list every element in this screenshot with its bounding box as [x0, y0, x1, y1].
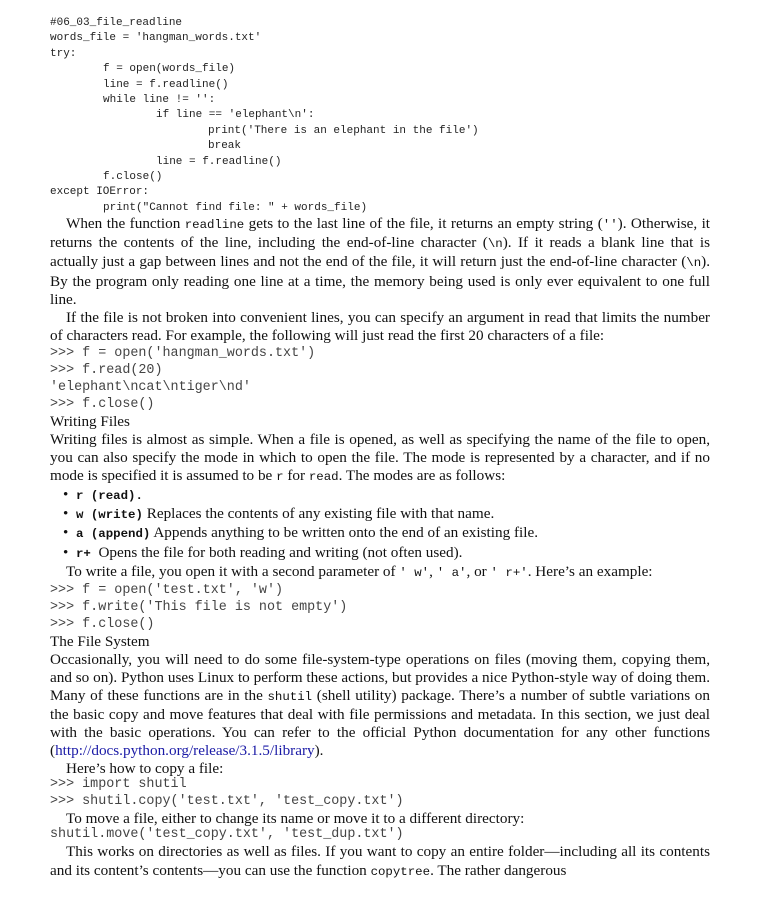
- list-item: [63, 505, 710, 524]
- code-line: >>> f.write('This file is not empty'): [50, 599, 348, 615]
- text: ,: [429, 562, 437, 580]
- inline-code: \n: [686, 256, 702, 271]
- mode-desc: Opens the file for both reading and writing (not often used).: [90, 543, 463, 561]
- code-line: except IOError:: [50, 186, 150, 199]
- text: gets to the last line of the file, it returns an empty string (: [244, 215, 603, 233]
- code-copy-example: [50, 776, 710, 810]
- code-line: print('There is an elephant in the file'): [208, 124, 479, 137]
- code-line: if line == 'elephant\n':: [156, 109, 315, 122]
- code-line: f.close(): [103, 171, 163, 184]
- code-line: >>> import shutil: [50, 777, 187, 793]
- mode-code: r+: [76, 546, 91, 561]
- paragraph-writing: [50, 431, 710, 486]
- paragraph-write-intro: [50, 563, 710, 582]
- python-docs-link[interactable]: http://docs.python.org/release/3.1.5/library: [55, 742, 315, 760]
- text: Writing files is almost as simple. When a file is opened, as well as specifying the name of the file to open, you can also specify the mode in which to open the file. The mode is represented by a character, and if no mode is specified it is assumed to be: [50, 430, 710, 485]
- code-read-example: [50, 345, 710, 413]
- code-line: >>> f.close(): [50, 616, 155, 632]
- text: ). If it reads a blank line that is actually just a gap between lines and not the end of the file, it will return just the end-of-line character (: [50, 234, 710, 271]
- code-line: print("Cannot find file: " + words_file): [103, 201, 368, 214]
- list-item: [63, 486, 710, 505]
- text: To write a file, you open it with a second parameter of: [66, 562, 400, 580]
- text: for: [283, 467, 309, 485]
- mode-code: w (write): [76, 508, 143, 523]
- inline-code: ' a': [436, 565, 467, 580]
- text: ).: [314, 742, 324, 760]
- text: . Here’s an example:: [527, 562, 653, 580]
- heading-file-system: The File System: [50, 632, 150, 650]
- code-line: >>> f = open('test.txt', 'w'): [50, 582, 284, 598]
- inline-code: read: [308, 470, 339, 485]
- code-line: break: [208, 140, 242, 153]
- code-line: >>> f = open('hangman_words.txt'): [50, 345, 316, 361]
- text: . The rather dangerous: [430, 861, 567, 879]
- code-line: #06_03_file_readline: [50, 17, 183, 29]
- code-line: >>> f.read(20): [50, 362, 163, 378]
- inline-code: \n: [487, 237, 503, 252]
- code-line: 'elephant\ncat\ntiger\nd': [50, 379, 251, 395]
- paragraph-directories: [50, 843, 710, 880]
- code-move-example: [50, 826, 710, 843]
- text: When the function: [66, 215, 185, 233]
- text: ). Otherwise, it returns the contents of the line, including the end-of-line character (: [50, 215, 711, 252]
- code-line: line = f.readline(): [156, 155, 282, 168]
- text: This works on directories as well as files. If you want to copy an entire folder—including all its contents and its content’s contents—you can use the function: [50, 843, 710, 879]
- paragraph-readline: [50, 215, 710, 308]
- paragraph-file-system: [50, 651, 710, 761]
- text: . The modes are as follows:: [338, 467, 506, 485]
- code-line: f = open(words_file): [103, 63, 236, 76]
- text: (shell utility) package. There’s a number of subtle variations on the basic copy and move features that deal with file permissions and metadata. In this section, we just deal with the basic operations. You can refer to the official Python documentation for any other functions (: [50, 686, 710, 760]
- code-line: shutil.move('test_copy.txt', 'test_dup.txt'): [50, 827, 404, 843]
- list-item: [63, 524, 710, 543]
- inline-code: readline: [184, 218, 245, 233]
- mode-code: a (append): [76, 527, 151, 542]
- code-write-example: [50, 582, 710, 633]
- list-item: [63, 544, 710, 563]
- heading-writing-files: Writing Files: [50, 412, 130, 430]
- text: Occasionally, you will need to do some file-system-type operations on files (moving them, copying them, and so on). Python uses Linux to perform these actions, but provides a nice Python-style way of doing them. Many of these functions are in the: [50, 650, 710, 704]
- code-line: line = f.readline(): [103, 78, 229, 91]
- paragraph-read-limit: If the file is not broken into convenient lines, you can specify an argument in read that limits the number of characters read. For example, the following will just read the first 20 characters of a file:: [50, 308, 710, 344]
- code-line: words_file = 'hangman_words.txt': [50, 32, 262, 45]
- paragraph-move-intro: To move a file, either to change its name or move it to a different directory:: [66, 810, 525, 828]
- inline-code: shutil: [267, 689, 313, 704]
- code-listing-readline: [50, 16, 710, 216]
- inline-code: ' r+': [490, 565, 528, 580]
- code-line: >>> f.close(): [50, 396, 155, 412]
- code-line: try:: [50, 47, 77, 60]
- modes-list: [50, 486, 710, 562]
- text: ). By the program only reading one line at a time, the memory being used is only ever equivalent to one full line.: [50, 253, 710, 308]
- inline-code: ' w': [399, 565, 430, 580]
- document-page: [50, 16, 710, 881]
- inline-code: copytree: [370, 864, 431, 879]
- code-line: >>> shutil.copy('test.txt', 'test_copy.txt'): [50, 794, 404, 810]
- mode-desc: Replaces the contents of any existing file with that name.: [142, 505, 495, 523]
- inline-code: '': [602, 218, 618, 233]
- mode-desc: Appends anything to be written onto the end of an existing file.: [150, 524, 538, 542]
- mode-code: r (read).: [76, 489, 143, 504]
- text: , or: [466, 562, 491, 580]
- paragraph-copy-intro: Here’s how to copy a file:: [66, 760, 224, 778]
- code-line: while line != '':: [103, 94, 216, 107]
- inline-code: r: [276, 470, 284, 485]
